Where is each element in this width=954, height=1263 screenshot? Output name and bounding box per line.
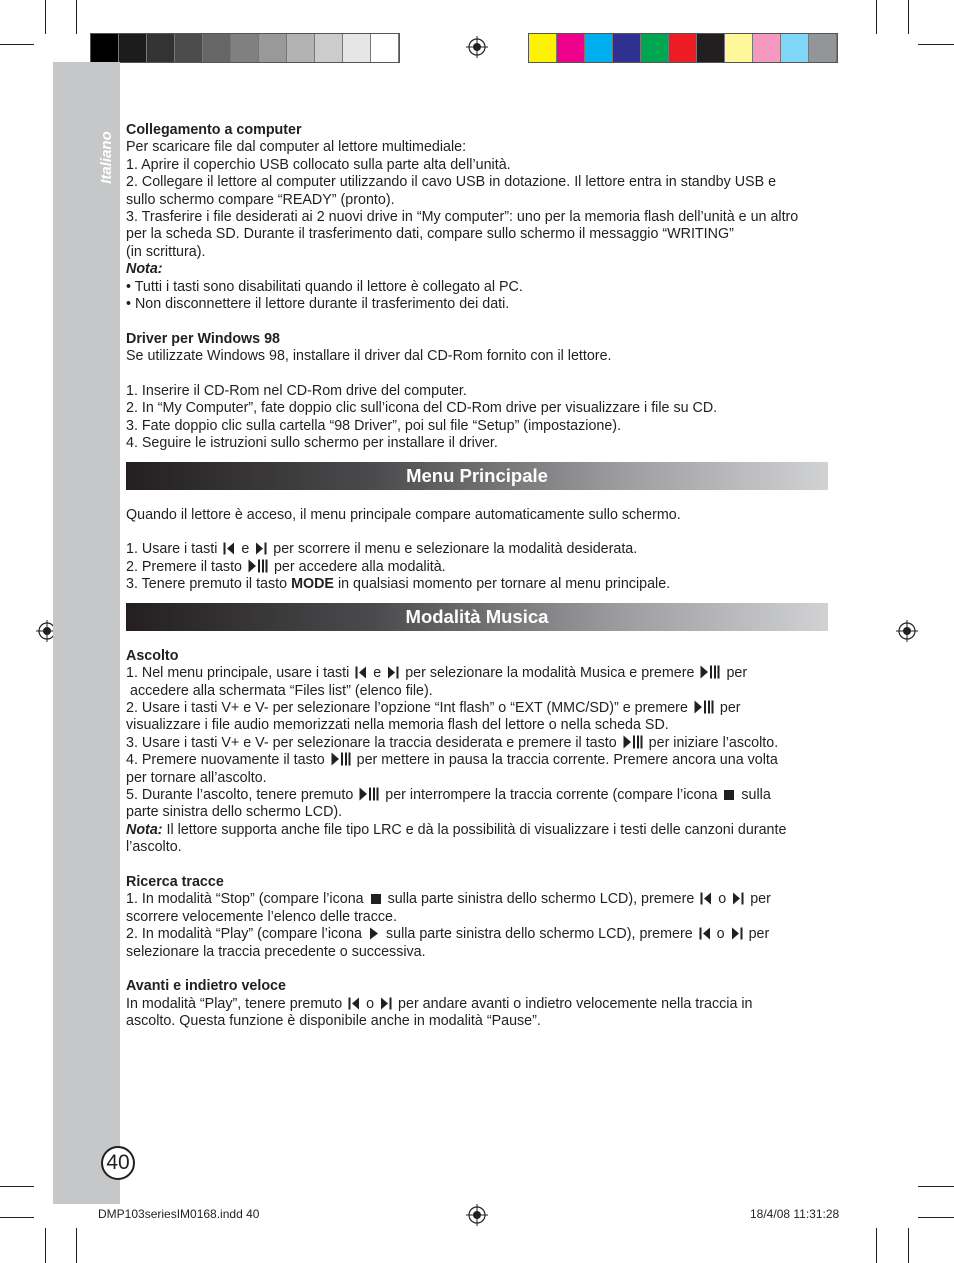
registration-mark-icon xyxy=(466,1204,488,1226)
footer-timestamp: 18/4/08 11:31:28 xyxy=(750,1207,840,1221)
paragraph: Quando il lettore è acceso, il menu principale compare automaticamente sullo schermo. xyxy=(126,506,681,523)
paragraph: 4. Premere nuovamente il tasto per mettere in pausa la traccia corrente. Premere ancora una volta xyxy=(126,752,778,769)
color-swatch xyxy=(175,34,203,62)
crop-mark xyxy=(876,0,877,34)
paragraph: (in scrittura). xyxy=(126,243,206,260)
page-content xyxy=(126,122,828,1031)
color-swatch xyxy=(697,34,725,62)
side-strip xyxy=(53,62,120,1204)
crop-mark xyxy=(876,1228,877,1263)
crop-mark xyxy=(0,1217,34,1218)
color-swatch xyxy=(91,34,119,62)
crop-mark xyxy=(45,1228,46,1263)
previous-icon xyxy=(348,997,360,1010)
paragraph: 1. Usare i tasti e per scorrere il menu e selezionare la modalità desiderata. xyxy=(126,541,638,558)
registration-mark-icon xyxy=(896,620,918,642)
page-number: 40 xyxy=(101,1146,135,1180)
paragraph: per la scheda SD. Durante il trasferimento dati, compare sullo schermo il messaggio “WRITING” xyxy=(126,226,734,243)
crop-mark xyxy=(918,1217,954,1218)
next-icon xyxy=(387,666,399,679)
paragraph: 4. Seguire le istruzioni sullo schermo per installare il driver. xyxy=(126,435,498,452)
crop-mark xyxy=(918,1186,954,1187)
section-banner-menu-principale xyxy=(126,462,828,490)
paragraph: 2. In “My Computer”, fate doppio clic sull’icona del CD-Rom drive per visualizzare i file su CD. xyxy=(126,400,718,417)
section-title: Menu Principale xyxy=(406,464,548,486)
color-swatch xyxy=(725,34,753,62)
previous-icon xyxy=(223,542,235,555)
language-label: Italiano xyxy=(97,130,115,184)
footer-file-info: DMP103seriesIM0168.indd 40 xyxy=(98,1207,260,1221)
paragraph: 3. Trasferire i file desiderati ai 2 nuovi drive in “My computer”: uno per la memoria flash dell’unità e un altro xyxy=(126,209,799,226)
grayscale-swatch-bar xyxy=(90,33,400,63)
play-pause-icon xyxy=(700,665,720,679)
color-swatch xyxy=(315,34,343,62)
color-swatch xyxy=(585,34,613,62)
section-heading: Avanti e indietro veloce xyxy=(126,978,286,995)
crop-mark xyxy=(918,44,954,45)
color-swatch xyxy=(753,34,781,62)
paragraph: 1. Aprire il coperchio USB collocato sulla parte alta dell’unità. xyxy=(126,156,511,173)
paragraph: 2. In modalità “Play” (compare l’icona sulla parte sinistra dello schermo LCD), premere o per xyxy=(126,926,770,943)
paragraph: scorrere velocemente l’elenco delle tracce. xyxy=(126,908,397,925)
section-heading: Collegamento a computer xyxy=(126,122,302,138)
paragraph: per tornare all’ascolto. xyxy=(126,769,267,786)
language-tab xyxy=(93,124,119,190)
previous-icon xyxy=(699,927,711,940)
color-swatch xyxy=(529,34,557,62)
crop-mark xyxy=(0,1186,34,1187)
paragraph: 5. Durante l’ascolto, tenere premuto per interrompere la traccia corrente (compare l’icona sulla xyxy=(126,786,771,803)
paragraph: 1. Nel menu principale, usare i tasti e per selezionare la modalità Musica e premere per xyxy=(126,665,748,682)
color-swatch xyxy=(287,34,315,62)
crop-mark xyxy=(908,0,909,34)
color-swatch xyxy=(203,34,231,62)
next-icon xyxy=(731,927,743,940)
paragraph: Se utilizzate Windows 98, installare il driver dal CD-Rom fornito con il lettore. xyxy=(126,348,612,365)
color-swatch xyxy=(809,34,837,62)
color-swatch xyxy=(371,34,399,62)
paragraph: 3. Usare i tasti V+ e V- per selezionare la traccia desiderata e premere il tasto per iniziare l’ascolto. xyxy=(126,734,779,751)
paragraph: sullo schermo compare “READY” (pronto). xyxy=(126,191,395,208)
registration-mark-icon xyxy=(466,36,488,58)
previous-icon xyxy=(700,892,712,905)
color-swatch-bar xyxy=(528,33,838,63)
paragraph: 1. In modalità “Stop” (compare l’icona sulla parte sinistra dello schermo LCD), premere o per xyxy=(126,891,771,908)
color-swatch xyxy=(231,34,259,62)
crop-mark xyxy=(76,0,77,34)
crop-mark xyxy=(908,1228,909,1263)
next-icon xyxy=(255,542,267,555)
paragraph: • Non disconnettere il lettore durante il trasferimento dei dati. xyxy=(126,296,510,313)
paragraph: ascolto. Questa funzione è disponibile anche in modalità “Pause”. xyxy=(126,1013,541,1030)
previous-icon xyxy=(355,666,367,679)
crop-mark xyxy=(76,1228,77,1263)
next-icon xyxy=(732,892,744,905)
section-title: Modalità Musica xyxy=(405,606,549,627)
paragraph: 2. Collegare il lettore al computer utilizzando il cavo USB in dotazione. Il lettore entra in standby USB e xyxy=(126,174,777,191)
paragraph: parte sinistra dello schermo LCD). xyxy=(126,804,343,821)
section-heading: Ricerca tracce xyxy=(126,873,224,890)
paragraph: 2. Premere il tasto per accedere alla modalità. xyxy=(126,558,446,575)
paragraph: selezionare la traccia precedente o successiva. xyxy=(126,943,426,960)
color-swatch xyxy=(613,34,641,62)
section-heading: Driver per Windows 98 xyxy=(126,330,281,347)
next-icon xyxy=(380,997,392,1010)
crop-mark xyxy=(45,0,46,34)
section-heading: Ascolto xyxy=(126,647,179,664)
paragraph: visualizzare i file audio memorizzati nella memoria flash del lettore o nella scheda SD. xyxy=(126,717,669,734)
color-swatch xyxy=(641,34,669,62)
paragraph: In modalità “Play”, tenere premuto o per andare avanti o indietro velocemente nella traccia in xyxy=(126,995,753,1012)
color-swatch xyxy=(557,34,585,62)
paragraph: l’ascolto. xyxy=(126,839,182,856)
paragraph: 3. Tenere premuto il tasto MODE in qualsiasi momento per tornare al menu principale. xyxy=(126,576,671,593)
play-icon xyxy=(368,927,380,940)
paragraph: 3. Fate doppio clic sulla cartella “98 Driver”, poi sul file “Setup” (impostazione). xyxy=(126,417,622,434)
paragraph: • Tutti i tasti sono disabilitati quando il lettore è collegato al PC. xyxy=(126,278,523,295)
play-pause-icon xyxy=(359,787,379,801)
play-pause-icon xyxy=(248,559,268,573)
color-swatch xyxy=(259,34,287,62)
color-swatch xyxy=(669,34,697,62)
section-banner-modalita-musica xyxy=(126,603,828,631)
play-pause-icon xyxy=(623,735,643,749)
color-swatch xyxy=(781,34,809,62)
crop-mark xyxy=(0,44,34,45)
paragraph: accedere alla schermata “Files list” (elenco file). xyxy=(130,682,433,699)
color-swatch xyxy=(119,34,147,62)
stop-icon xyxy=(370,893,382,905)
paragraph: Per scaricare file dal computer al lettore multimediale: xyxy=(126,139,467,156)
play-pause-icon xyxy=(694,700,714,714)
note-label: Nota: xyxy=(126,261,163,278)
paragraph: 1. Inserire il CD-Rom nel CD-Rom drive del computer. xyxy=(126,383,467,400)
paragraph: 2. Usare i tasti V+ e V- per selezionare l’opzione “Int flash” o “EXT (MMC/SD)” e premere per xyxy=(126,699,741,716)
paragraph: Nota: Il lettore supporta anche file tipo LRC e dà la possibilità di visualizzare i testi delle canzoni durante xyxy=(126,821,787,838)
color-swatch xyxy=(343,34,371,62)
play-pause-icon xyxy=(331,752,351,766)
color-swatch xyxy=(147,34,175,62)
stop-icon xyxy=(723,789,735,801)
